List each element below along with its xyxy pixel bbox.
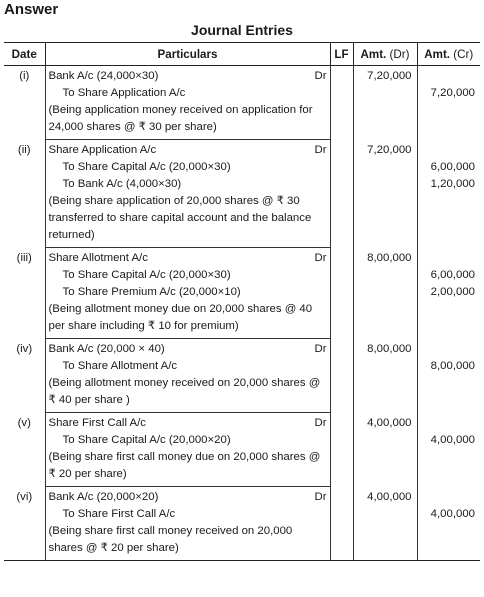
entry-particulars — [45, 248, 330, 339]
col-header-lf: LF — [330, 43, 353, 66]
entry-dr-amount-cell — [353, 140, 417, 248]
entry-particulars — [45, 413, 330, 487]
dr-mark: Dr — [314, 491, 327, 503]
journal-entry-row — [4, 339, 480, 413]
narration: (Being share first call money due on 20,000 shares @ ₹ 20 per share) — [48, 451, 321, 480]
entry-date: (iii) — [4, 248, 45, 339]
journal-entry-row — [4, 487, 480, 561]
entry-dr-amount-cell — [353, 248, 417, 339]
journal-entry-row — [4, 66, 480, 140]
cr-amount: 7,20,000 — [430, 87, 475, 99]
dr-amount: 8,00,000 — [367, 342, 412, 355]
credit-account: To Share Capital A/c (20,000×30) — [62, 161, 231, 173]
cr-amount: 8,00,000 — [430, 359, 475, 372]
cr-amount: 1,20,000 — [430, 177, 475, 190]
entry-cr-amount-cell — [417, 140, 480, 248]
debit-account: Bank A/c (24,000×30) — [48, 70, 159, 82]
dr-mark: Dr — [314, 252, 327, 264]
entry-date: (ii) — [4, 140, 45, 248]
credit-account: To Share Application A/c — [62, 87, 186, 99]
entry-date: (v) — [4, 413, 45, 487]
entry-date: (i) — [4, 66, 45, 140]
entry-lf — [330, 339, 353, 413]
cr-amount: 6,00,000 — [430, 268, 475, 281]
cr-amount: 2,00,000 — [430, 285, 475, 298]
entry-lf — [330, 413, 353, 487]
narration: (Being share application of 20,000 shares @ ₹ 30 transferred to share capital account and the balance returned) — [48, 195, 312, 241]
credit-account: To Share Capital A/c (20,000×20) — [62, 434, 231, 446]
entry-cr-amount-cell — [417, 248, 480, 339]
entry-cr-amount-cell — [417, 413, 480, 487]
debit-account: Bank A/c (20,000 × 40) — [48, 343, 165, 355]
entry-dr-amount-cell — [353, 413, 417, 487]
debit-account: Share Application A/c — [48, 144, 157, 156]
dr-amount: 7,20,000 — [367, 143, 412, 156]
col-header-amt-cr: Amt. (Cr) — [417, 43, 480, 66]
entry-particulars — [45, 487, 330, 561]
credit-account: To Share Capital A/c (20,000×30) — [62, 269, 231, 281]
journal-entry-row — [4, 413, 480, 487]
dr-amount: 4,00,000 — [367, 490, 412, 503]
journal-title: Journal Entries — [191, 22, 293, 38]
debit-line — [49, 341, 327, 358]
debit-account: Share Allotment A/c — [48, 252, 148, 264]
narration: (Being application money received on application for 24,000 shares @ ₹ 30 per share) — [48, 104, 313, 133]
answer-heading: Answer — [4, 1, 59, 18]
entry-lf — [330, 248, 353, 339]
dr-mark: Dr — [314, 417, 327, 429]
cr-amount: 6,00,000 — [430, 160, 475, 173]
credit-account: To Bank A/c (4,000×30) — [62, 178, 182, 190]
entry-particulars — [45, 140, 330, 248]
dr-mark: Dr — [314, 144, 327, 156]
narration: (Being allotment money due on 20,000 shares @ 40 per share including ₹ 10 for premium) — [48, 303, 313, 332]
dr-mark: Dr — [314, 70, 327, 82]
entry-date: (vi) — [4, 487, 45, 561]
entry-lf — [330, 140, 353, 248]
col-header-amt-dr: Amt. (Dr) — [353, 43, 417, 66]
cr-amount: 4,00,000 — [430, 433, 475, 446]
debit-account: Share First Call A/c — [48, 417, 146, 429]
entry-dr-amount-cell — [353, 339, 417, 413]
debit-account: Bank A/c (20,000×20) — [48, 491, 159, 503]
dr-amount: 4,00,000 — [367, 416, 412, 429]
dr-amount: 7,20,000 — [367, 70, 412, 82]
col-header-date: Date — [4, 43, 45, 66]
narration: (Being allotment money received on 20,000 shares @ ₹ 40 per share ) — [48, 377, 321, 406]
col-header-particulars: Particulars — [45, 43, 330, 66]
journal-entry-row — [4, 140, 480, 248]
credit-account: To Share First Call A/c — [62, 508, 176, 520]
entry-dr-amount-cell — [353, 66, 417, 140]
entry-particulars — [45, 66, 330, 140]
entry-particulars — [45, 339, 330, 413]
dr-mark: Dr — [314, 343, 327, 355]
debit-line — [49, 415, 327, 432]
entry-lf — [330, 66, 353, 140]
journal-table — [4, 42, 480, 561]
journal-entry-row — [4, 248, 480, 339]
debit-line — [49, 68, 327, 85]
debit-line — [49, 250, 327, 267]
dr-amount: 8,00,000 — [367, 251, 412, 264]
entry-date: (iv) — [4, 339, 45, 413]
entry-lf — [330, 487, 353, 561]
header-row — [4, 43, 480, 66]
cr-amount: 4,00,000 — [430, 507, 475, 520]
debit-line — [49, 489, 327, 506]
entry-cr-amount-cell — [417, 339, 480, 413]
journal-body — [4, 66, 480, 561]
credit-account: To Share Allotment A/c — [62, 360, 178, 372]
entry-dr-amount-cell — [353, 487, 417, 561]
entry-cr-amount-cell — [417, 487, 480, 561]
entry-cr-amount-cell — [417, 66, 480, 140]
narration: (Being share first call money received on 20,000 shares @ ₹ 20 per share) — [48, 525, 293, 554]
debit-line — [49, 142, 327, 159]
credit-account: To Share Premium A/c (20,000×10) — [62, 286, 241, 298]
